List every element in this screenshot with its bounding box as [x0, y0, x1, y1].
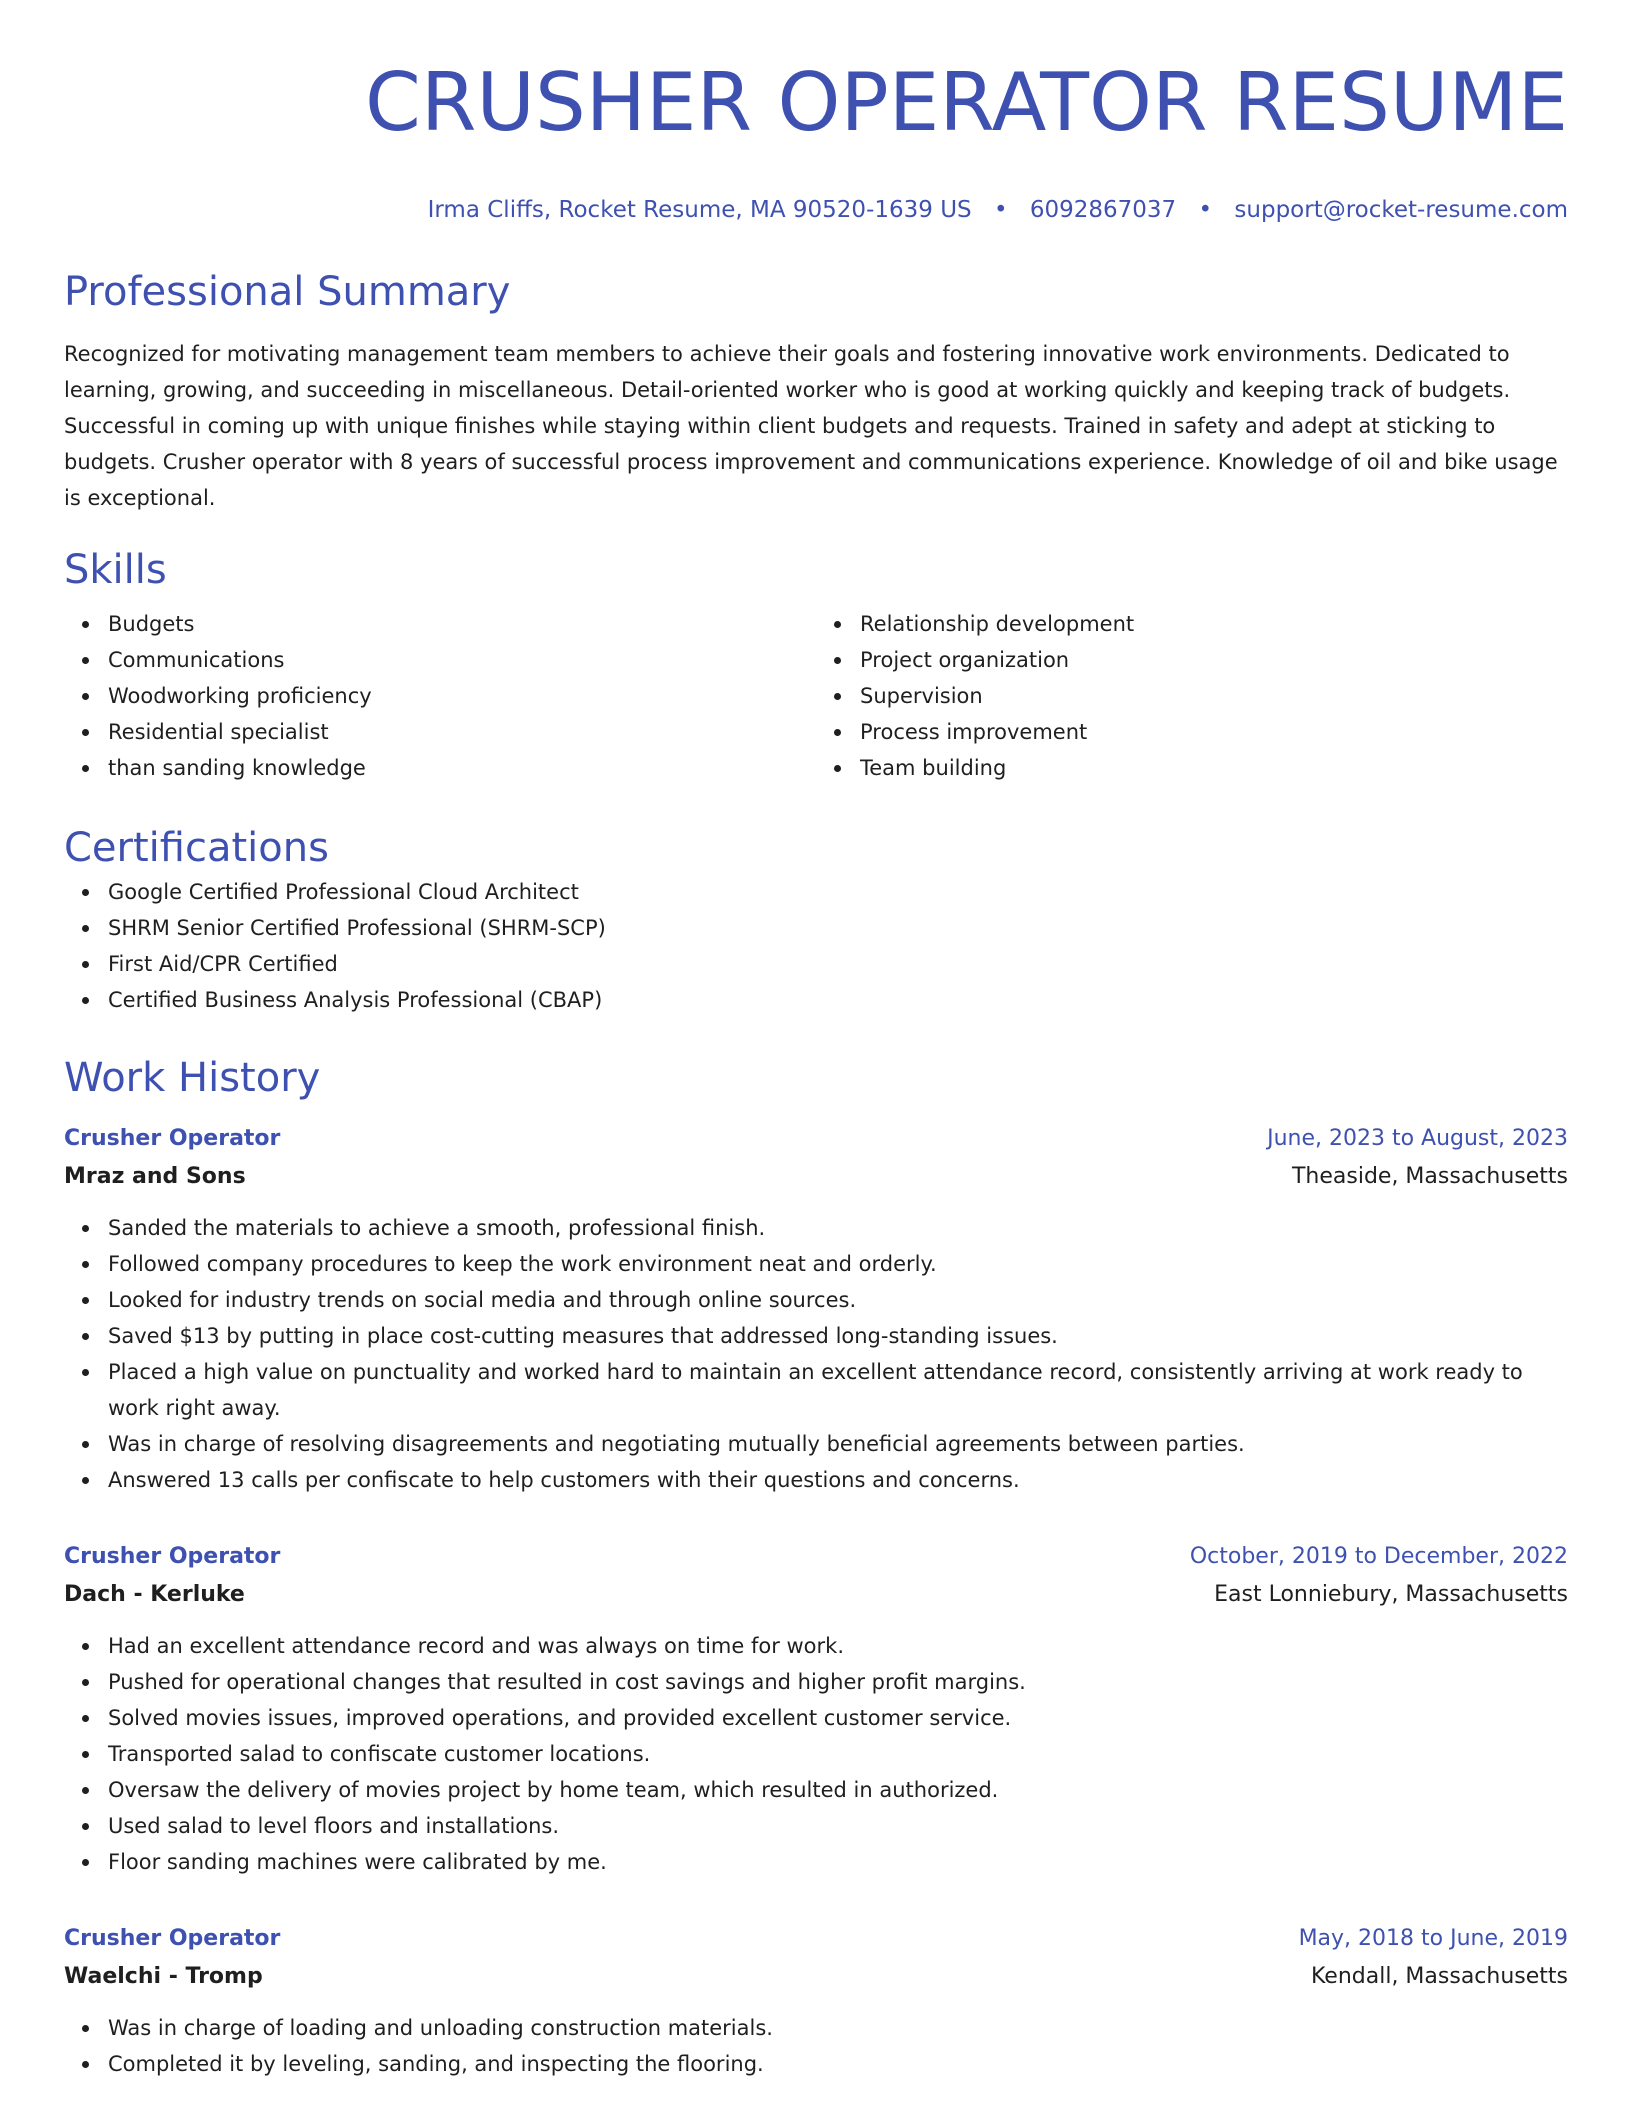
job-company-row	[64, 1158, 1568, 1196]
job-bullet: Was in charge of resolving disagreements and negotiating mutually beneficial agreements between parties.	[108, 1426, 1568, 1462]
job-bullets	[64, 2010, 1568, 2082]
job-bullets	[64, 1628, 1568, 1880]
certification-item: SHRM Senior Certified Professional (SHRM-SCP)	[108, 910, 1568, 946]
job-bullet: Completed it by leveling, sanding, and inspecting the flooring.	[108, 2046, 1568, 2082]
job-title: Crusher Operator	[64, 1126, 281, 1151]
skill-item: Relationship development	[860, 606, 1568, 642]
skills-list-left	[64, 606, 816, 786]
job-bullet: Floor sanding machines were calibrated by me.	[108, 1844, 1568, 1880]
job-bullet: Answered 13 calls per confiscate to help customers with their questions and concerns.	[108, 1462, 1568, 1498]
job-company-row	[64, 1958, 1568, 1996]
job-entry	[64, 1920, 1568, 2082]
job-entry	[64, 1538, 1568, 1880]
job-bullet: Transported salad to confiscate customer locations.	[108, 1736, 1568, 1772]
certifications-list	[64, 874, 1568, 1018]
job-bullet: Looked for industry trends on social media and through online sources.	[108, 1282, 1568, 1318]
skill-item: Woodworking proficiency	[108, 678, 816, 714]
job-header-row	[64, 1120, 1568, 1158]
job-location: Kendall, Massachusetts	[1310, 1964, 1568, 1989]
contact-email: support@rocket-resume.com	[1234, 197, 1568, 223]
job-bullet: Sanded the materials to achieve a smooth, professional finish.	[108, 1210, 1568, 1246]
job-dates: May, 2018 to June, 2019	[1298, 1926, 1568, 1951]
job-company-row	[64, 1576, 1568, 1614]
job-bullet: Followed company procedures to keep the work environment neat and orderly.	[108, 1246, 1568, 1282]
skills-columns	[64, 606, 1568, 786]
certification-item: First Aid/CPR Certified	[108, 946, 1568, 982]
job-location: Theaside, Massachusetts	[1291, 1164, 1568, 1189]
skill-item: Supervision	[860, 678, 1568, 714]
job-bullet: Used salad to level floors and installations.	[108, 1808, 1568, 1844]
job-company: Mraz and Sons	[64, 1164, 246, 1189]
contact-separator: •	[993, 197, 1008, 223]
job-header-row	[64, 1538, 1568, 1576]
contact-line	[64, 194, 1568, 226]
summary-heading: Professional Summary	[64, 269, 511, 315]
job-company: Waelchi - Tromp	[64, 1964, 263, 1989]
job-dates: June, 2023 to August, 2023	[1267, 1126, 1568, 1151]
job-bullet: Was in charge of loading and unloading construction materials.	[108, 2010, 1568, 2046]
job-bullet: Placed a high value on punctuality and worked hard to maintain an excellent attendance record, consistently arriving at work ready to work right away.	[108, 1354, 1568, 1426]
skill-item: Budgets	[108, 606, 816, 642]
job-bullet: Saved $13 by putting in place cost-cutting measures that addressed long-standing issues.	[108, 1318, 1568, 1354]
contact-address: Irma Cliffs, Rocket Resume, MA 90520-1639 US	[427, 197, 972, 223]
skill-item: Residential specialist	[108, 714, 816, 750]
skills-list-right	[816, 606, 1568, 786]
work-history-heading: Work History	[64, 1055, 321, 1101]
skill-item: Project organization	[860, 642, 1568, 678]
job-bullet: Pushed for operational changes that resulted in cost savings and higher profit margins.	[108, 1664, 1568, 1700]
job-bullet: Oversaw the delivery of movies project by home team, which resulted in authorized.	[108, 1772, 1568, 1808]
skill-item: Process improvement	[860, 714, 1568, 750]
summary-text: Recognized for motivating management team members to achieve their goals and fostering innovative work environments. Dedicated to learning, growing, and succeeding in miscellaneous. Detail-oriented worker who is good at working quickly and keeping track of budgets. Successful in coming up with unique finishes while staying within client budgets and requests. Trained in safety and adept at sticking to budgets. Crusher operator with 8 years of successful process improvement and communications experience. Knowledge of oil and bike usage is exceptional.	[64, 342, 1558, 510]
job-location: East Lonniebury, Massachusetts	[1214, 1582, 1568, 1607]
job-header-row	[64, 1920, 1568, 1958]
skill-item: than sanding knowledge	[108, 750, 816, 786]
job-bullet: Solved movies issues, improved operations, and provided excellent customer service.	[108, 1700, 1568, 1736]
contact-separator: •	[1198, 197, 1213, 223]
job-entry	[64, 1120, 1568, 1498]
skill-item: Communications	[108, 642, 816, 678]
job-bullets	[64, 1210, 1568, 1498]
certification-item: Certified Business Analysis Professional (CBAP)	[108, 982, 1568, 1018]
job-bullet: Had an excellent attendance record and was always on time for work.	[108, 1628, 1568, 1664]
resume-title: CRUSHER OPERATOR RESUME	[364, 56, 1568, 149]
job-company: Dach - Kerluke	[64, 1582, 245, 1607]
job-title: Crusher Operator	[64, 1544, 281, 1569]
skill-item: Team building	[860, 750, 1568, 786]
contact-phone: 6092867037	[1029, 197, 1177, 223]
job-dates: October, 2019 to December, 2022	[1189, 1544, 1568, 1569]
skills-heading: Skills	[64, 547, 167, 593]
certifications-heading: Certifications	[64, 825, 329, 871]
job-title: Crusher Operator	[64, 1926, 281, 1951]
certification-item: Google Certified Professional Cloud Architect	[108, 874, 1568, 910]
